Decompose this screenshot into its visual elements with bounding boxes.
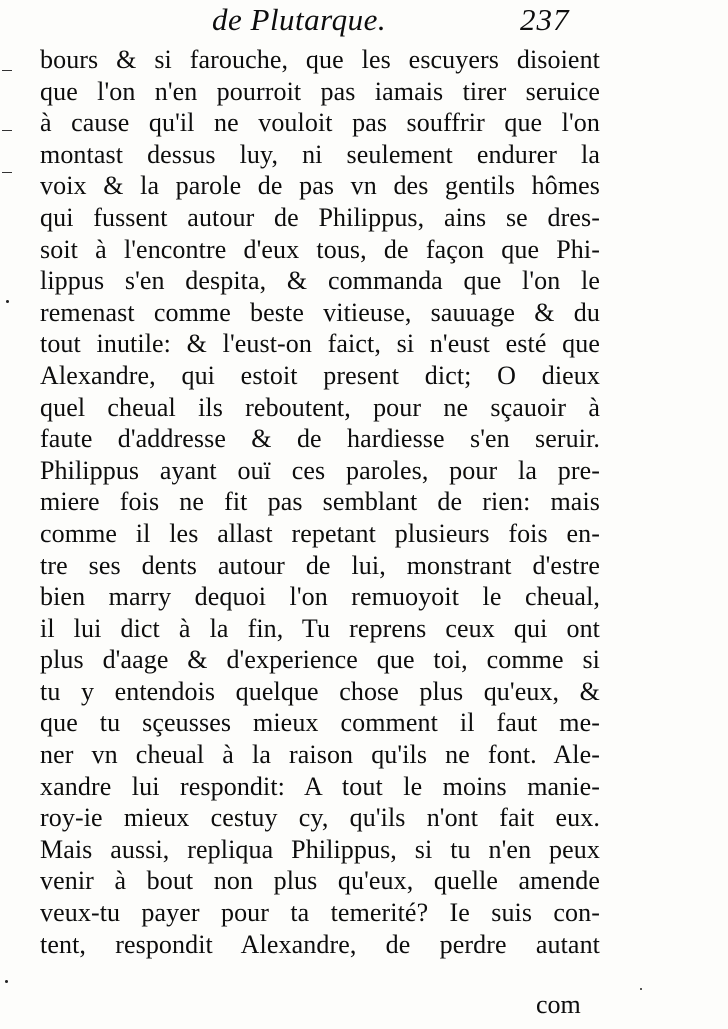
text-line: plus d'aage & d'experience que toi, comme si [40,645,600,675]
text-line: tout inutile: & l'eust-on faict, si n'eust esté que [40,329,600,359]
text-line: bours & si farouche, que les escuyers disoient [40,45,600,74]
text-line: soit à l'encontre d'eux tous, de façon que Phi- [40,234,600,264]
text-line: qui fussent autour de Philippus, ains se dres- [40,202,600,232]
catchword: com [536,990,581,1019]
text-line: tent, respondit Alexandre, de perdre autant [40,929,600,959]
body-text [40,44,600,960]
text-line: venir à bout non plus qu'eux, quelle amende [40,866,600,896]
text-line: lippus s'en despita, & commanda que l'on le [40,266,600,296]
text-line: faute d'addresse & de hardiesse s'en seruir. [40,424,600,454]
page-number: 237 [520,2,570,37]
text-line: ner vn cheual à la raison qu'ils ne font. Ale- [40,740,600,770]
text-line: Philippus ayant ouï ces paroles, pour la pre- [40,455,600,485]
gutter-mark [2,130,12,135]
text-line: comme il les allast repetant plusieurs fois en- [40,518,600,548]
page-header [0,2,728,42]
text-line: bien marry dequoi l'on remuoyoit le cheual, [40,582,600,612]
text-line: xandre lui respondit: A tout le moins manie- [40,771,600,801]
text-line: à cause qu'il ne vouloit pas souffrir que l'on [40,108,600,138]
running-head: de Plutarque. [212,2,387,37]
gutter-speck [640,988,642,990]
text-line: voix & la parole de pas vn des gentils hômes [40,171,600,201]
text-line: montast dessus luy, ni seulement endurer la [40,139,600,169]
text-line: Mais aussi, repliqua Philippus, si tu n'en peux [40,834,600,864]
gutter-speck [5,980,8,983]
text-line: quel cheual ils reboutent, pour ne sçauoir à [40,392,600,422]
gutter-speck [6,300,9,303]
text-line: que tu sçeusses mieux comment il faut me- [40,708,600,738]
text-line: Alexandre, qui estoit present dict; O dieux [40,360,600,390]
text-line: que l'on n'en pourroit pas iamais tirer seruice [40,76,600,106]
text-line: roy-ie mieux cestuy cy, qu'ils n'ont fait eux. [40,803,600,833]
text-line: remenast comme beste vitieuse, sauuage & du [40,297,600,327]
text-line: tre ses dents autour de lui, monstrant d'estre [40,550,600,580]
gutter-mark [2,172,12,177]
text-line: veux-tu payer pour ta temerité? Ie suis con- [40,898,600,928]
text-line: miere fois ne fit pas semblant de rien: mais [40,487,600,517]
text-line: tu y entendois quelque chose plus qu'eux, & [40,676,600,706]
text-line: il lui dict à la fin, Tu reprens ceux qui ont [40,613,600,643]
gutter-mark [2,70,12,75]
